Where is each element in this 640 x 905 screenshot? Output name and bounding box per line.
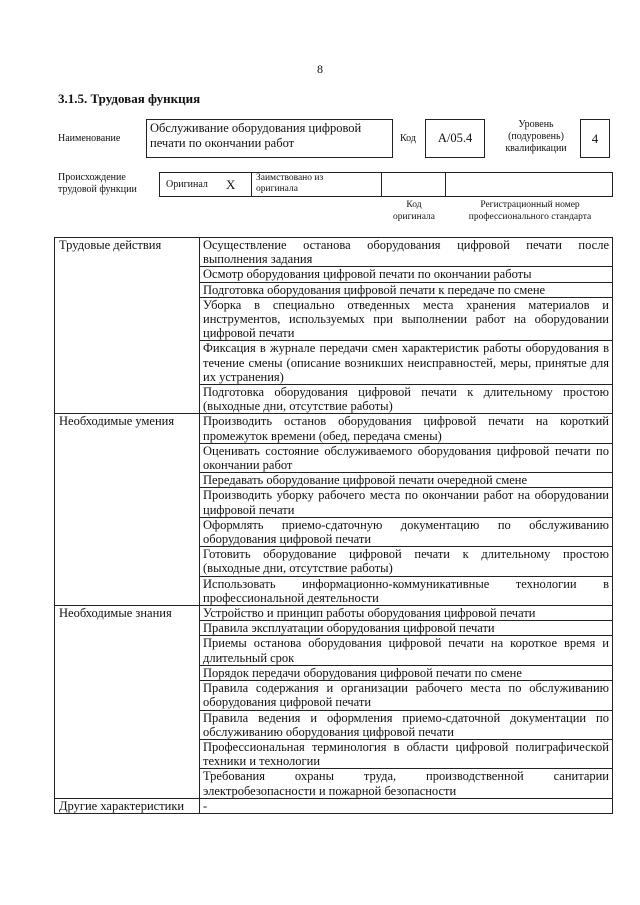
category-cell: Необходимые умения [55, 414, 200, 606]
item-cell: Подготовка оборудования цифровой печати к передаче по смене [200, 282, 613, 297]
item-cell: Фиксация в журнале передачи смен характеристик работы оборудования в течение смены (описание возникших неисправностей, меры, принятые для их устранения) [200, 341, 613, 385]
item-cell: Использовать информационно-коммуникативные технологии в профессиональной деятельности [200, 576, 613, 605]
level-label-line3: квалификации [505, 143, 567, 154]
origin-row [159, 172, 613, 197]
item-cell: Передавать оборудование цифровой печати очередной смене [200, 473, 613, 488]
level-label-line2: (подуровень) [508, 131, 564, 142]
item-cell: Осмотр оборудования цифровой печати по окончании работы [200, 267, 613, 282]
section-title: 3.1.5. Трудовая функция [58, 91, 201, 106]
code-value: А/05.4 [437, 131, 473, 145]
table-row [55, 414, 613, 443]
function-name-value: Обслуживание оборудования цифровой печати по окончании работ [150, 121, 362, 150]
code-caption-line1: Код [406, 200, 422, 210]
code-caption-line2: оригинала [393, 212, 435, 222]
level-value-box [580, 119, 610, 158]
item-cell: Порядок передачи оборудования цифровой печати по смене [200, 665, 613, 680]
item-cell: Профессиональная терминология в области цифровой полиграфической техники и технологии [200, 739, 613, 768]
origin-label-line2: трудовой функции [58, 184, 137, 195]
category-cell: Необходимые знания [55, 606, 200, 799]
code-value-box [425, 119, 485, 158]
table-row [55, 238, 613, 267]
code-label: Код [400, 133, 416, 144]
level-label [496, 119, 576, 155]
labor-function-table [54, 237, 613, 814]
item-cell: Производить останов оборудования цифровой печати на короткий промежуток времени (обед, передача смены) [200, 414, 613, 443]
item-cell: Правила ведения и оформления приемо-сдаточной документации по обслуживанию оборудования цифровой печати [200, 710, 613, 739]
item-cell: Приемы останова оборудования цифровой печати на короткое время и длительный срок [200, 636, 613, 665]
category-cell: Другие характеристики [55, 798, 200, 813]
origin-code-cell [382, 173, 446, 196]
item-cell: Осуществление останова оборудования цифровой печати после выполнения задания [200, 238, 613, 267]
item-cell: Уборка в специально отведенных места хранения материалов и инструментов, используемых при выполнении работ на оборудовании цифровой печати [200, 297, 613, 341]
borrowed-label [256, 173, 323, 195]
item-cell: Готовить оборудование цифровой печати к длительному простою (выходные дни, отсутствие работы) [200, 547, 613, 576]
item-cell: Оценивать состояние обслуживаемого оборудования цифровой печати по окончании работ [200, 443, 613, 472]
function-name-box [146, 119, 393, 158]
item-cell: Устройство и принцип работы оборудования цифровой печати [200, 606, 613, 621]
level-label-line1: Уровень [518, 119, 554, 130]
item-cell: Подготовка оборудования цифровой печати к длительному простою (выходные дни, отсутствие работы) [200, 385, 613, 414]
category-cell: Трудовые действия [55, 238, 200, 414]
code-caption [381, 199, 447, 223]
level-value: 4 [591, 130, 599, 146]
origin-reg-cell [446, 173, 612, 196]
item-cell: Оформлять приемо-сдаточную документацию по обслуживанию оборудования цифровой печати [200, 517, 613, 546]
item-cell: Требования охраны труда, производственной санитарии электробезопасности и пожарной безопасности [200, 769, 613, 798]
origin-label-line1: Происхождение [58, 172, 126, 183]
reg-number-caption [447, 199, 613, 223]
name-label: Наименование [58, 133, 121, 144]
table-row [55, 606, 613, 621]
page-number: 8 [317, 62, 323, 76]
item-cell: Правила содержания и организации рабочего места по обслуживанию оборудования цифровой печати [200, 681, 613, 710]
item-cell: - [200, 798, 613, 813]
reg-caption-line2: профессионального стандарта [468, 212, 592, 222]
item-cell: Правила эксплуатации оборудования цифровой печати [200, 621, 613, 636]
origin-label [58, 172, 137, 196]
origin-borrowed-cell [252, 173, 382, 196]
borrowed-label-line2: оригинала [256, 184, 298, 194]
origin-original-cell [160, 173, 252, 196]
item-cell: Производить уборку рабочего места по окончании работ на оборудовании цифровой печати [200, 488, 613, 517]
original-label: Оригинал [166, 179, 208, 190]
original-mark: X [226, 177, 236, 192]
reg-caption-line1: Регистрационный номер [480, 200, 580, 210]
table-row [55, 798, 613, 813]
borrowed-label-line1: Заимствовано из [256, 173, 324, 183]
